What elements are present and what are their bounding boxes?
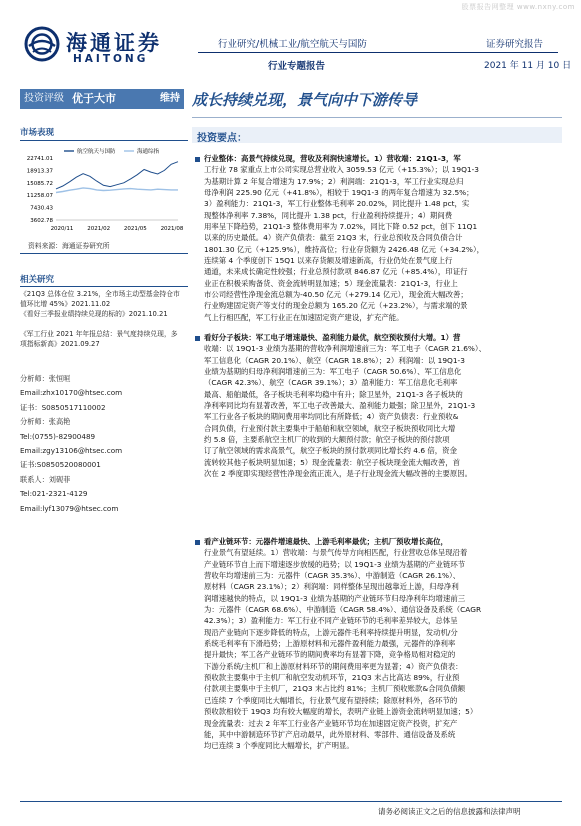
contact-line: Tel:(0755)-82900489 [20, 431, 96, 441]
paragraph-line: 以来的历史最低。4）资产负债表：截至 21Q3 末，行业总预收及合同负债合计 [204, 233, 463, 243]
report-title: 成长持续兑现，景气向中下游传导 [192, 91, 418, 109]
y-tick-label: 11258.07 [26, 193, 53, 200]
paragraph-line: 原材料（CAGR 23.1%）；2）利润端：同样整体呈现出越靠近上游，归母净利 [204, 582, 459, 592]
paragraph-subsectors [204, 332, 564, 479]
paragraph-line: 业正在积极采购备货、资金流转明显加速；5）现金流量表：21Q1-3，行业上 [204, 278, 458, 288]
paragraph-line: 系统毛利率有下滑趋势；上游原材料和元器件盈利能力最强，元器件的净利率 [204, 639, 456, 649]
contact-line: 证书：S0850517110002 [20, 402, 106, 412]
source-rule [20, 253, 188, 254]
rating-bar [20, 89, 184, 109]
legend-label: 海通综指 [137, 149, 160, 155]
paragraph-line: 润增速越快的特点，以 19Q1-3 业绩为基期的产业链环节归母净利年均增速前三 [204, 593, 466, 603]
related-rule [20, 286, 188, 287]
header-date: 2021 年 11 月 10 日 [484, 61, 572, 71]
header-divider [198, 52, 558, 53]
paragraph-line: 看好分子板块：军工电子增速最快、盈利能力最优，航空预收预付大增。1）营 [204, 333, 461, 342]
paragraph-supply-chain [204, 536, 564, 752]
series-line-0 [56, 162, 178, 189]
paragraph-industry [204, 153, 564, 323]
x-tick-label: 2021/02 [87, 226, 111, 232]
paragraph-line: 为：元器件（CAGR 68.6%）、中游制造（CAGR 58.4%）、通信设备及系统（CAGR [204, 605, 482, 615]
market-rule [20, 140, 188, 141]
y-tick-label: 15085.72 [26, 180, 53, 187]
footer-disclaimer: 请务必阅读正文之后的信息披露和法律声明 [378, 807, 521, 816]
haitong-logo-icon [24, 26, 60, 62]
market-performance-chart [18, 146, 186, 234]
y-tick-label: 7430.43 [30, 205, 53, 212]
rating-action: 维持 [160, 93, 180, 104]
paragraph-line: 付款项主要集中于主机厂，21Q3 末占比约 81%；主机厂预收账款&合同负债额 [204, 684, 466, 694]
rating-label: 投资评级 [24, 93, 64, 104]
paragraph-line: 最高、船舶最低，各子板块毛利率均稳中有升；除卫星外，21Q1-3 各子板块的 [204, 389, 463, 399]
paragraph-line: 为基期计算 2 年复合增速为 17.9%；2）利润端：21Q1-3，军工行业实现总归 [204, 176, 464, 186]
x-tick-label: 2021/08 [160, 226, 184, 232]
paragraph-line: 次在 2 季度即实现经营性净现金流正流入，是子行业现金流大幅改善的主要原因。 [204, 469, 473, 479]
paragraph-line: 42.3%）；3）盈利能力：军工行业不同产业链环节的毛利率差异较大，总体呈 [204, 616, 458, 626]
paragraph-line: 看产业链环节：元器件增速最快、上游毛利率最优；主机厂预收增长高位， [204, 537, 448, 546]
paragraph-line: 现金流量表：过去 2 年军工行业各产业链环节均在加速固定资产投资，扩充产 [204, 718, 458, 728]
paragraph-line: 市公司经营性净现金流总额为-40.50 亿元（+279.14 亿元），现金流大幅改善； [204, 290, 468, 300]
paragraph-line: 工行业 78 家重点上市公司实现总营业收入 3059.53 亿元（+15.3%）；以 19Q1-3 [204, 165, 479, 175]
y-tick-label: 3602.78 [30, 218, 53, 224]
related-item[interactable]: 《军工行业 2021 年年报总结：景气度持续兑现，多项指标新高》2021.09.27 [20, 330, 178, 348]
related-item[interactable]: 《21Q3 总体仓位 3.21%，全市场主动型基金持仓市值环比增 45%》2021.11.02 [20, 290, 180, 308]
x-tick-label: 2021/05 [123, 226, 147, 232]
paragraph-line: 预收款相较于 19Q3 均有较大幅度的增长，表明产业链上游资金流转明显加速；5） [204, 707, 478, 717]
paragraph-line: 连续第 4 个季度创下 15Q1 以来存货额及增速新高，行业仍处在景气度上行 [204, 256, 453, 266]
header-report-type: 行业专题报告 [268, 61, 326, 72]
paragraph-line: 净利率同比均有显著改善，军工电子改善最大、盈利能力最强；除卫星外，21Q1-3 [204, 401, 476, 411]
paragraph-line: 提升最快；军工各产业链环节的期间费率均有显著下降，竞争格局相对稳定的 [204, 650, 456, 660]
paragraph-line: 已连续 7 个季度同比大幅增长，行业景气度有望持续；除原材料外，各环节的 [204, 695, 458, 705]
contact-email[interactable]: Email:lyf13079@htsec.com [20, 503, 119, 513]
paragraph-line: 合同负债，行业预付款主要集中于船舶和航空领域，航空子板块预收同比大增 [204, 423, 456, 433]
header-categories: 行业研究/机械工业/航空航天与国防 [218, 39, 367, 50]
related-item[interactable]: 《看好三季报业绩持续兑现的标的》2021.10.21 [20, 310, 168, 318]
related-research-heading: 相关研究 [20, 275, 55, 285]
footer-divider [20, 801, 562, 802]
paragraph-line: 母净利润 225.90 亿元（+41.8%），相较于 19Q1-3 的两年复合增速为 32.5%； [204, 188, 474, 198]
paragraph-line: 3）盈利能力：21Q1-3，军工行业整体毛利率 20.02%，同比提升 1.48 pct，实 [204, 199, 470, 209]
key-points-heading: 投资要点： [197, 133, 247, 144]
bullet-icon [195, 157, 200, 162]
paragraph-line: 能，其中中游制造环节扩产启动最早，此外原材料、零部件、通信设备及系统 [204, 729, 456, 739]
watermark-text: 股票报告网整理 www.nxny.com [461, 3, 575, 11]
paragraph-line: 业绩为基期的归母净利润增速前三为：军工电子（CAGR 50.6%）、军工信息化 [204, 367, 462, 377]
contact-line: 证书:S0850520080001 [20, 460, 101, 470]
paragraph-line: 约 5.8 倍，主要系航空主机厂的收到的大额预付款；航空子板块的预付款项 [204, 435, 450, 445]
contact-email[interactable]: Email:zhx10170@htsec.com [20, 388, 123, 398]
paragraph-line: 军工信息化（CAGR 20.1%）、航空（CAGR 18.8%）；2）利润端：以 19Q1-3 [204, 355, 465, 365]
header-brand: 证券研究报告 [486, 39, 544, 50]
paragraph-line: 预收款主要集中于主机厂和航空发动机环节，21Q3 末占比高达 89%，行业预 [204, 673, 460, 683]
paragraph-line: 行业购建固定资产等支付的现金总额为 165.20 亿元（+23.2%），与需求端的景 [204, 301, 468, 311]
paragraph-line: 下游分系统/主机厂和上游原材料环节的期间费用率更为显著；4）资产负债表： [204, 661, 463, 671]
paragraph-line: 行业景气有望延续。1）营收端：与景气传导方向相匹配，行业营收总体呈现沿着 [204, 548, 468, 558]
paragraph-line: 行业整体：高景气持续兑现，营收及利润快速增长。1）营收端：21Q1-3，军 [204, 154, 461, 163]
x-tick-label: 2020/11 [50, 226, 74, 232]
paragraph-line: 营收年均增速前三为：元器件（CAGR 35.3%）、中游制造（CAGR 26.1%）、 [204, 571, 461, 581]
paragraph-line: 订了航空领域的需求高景气，航空子板块的预付款项同比增长约 4.6 倍，资金 [204, 446, 457, 456]
paragraph-line: （CAGR 42.3%）、航空（CAGR 39.1%）；3）盈利能力：军工信息化毛利率 [204, 378, 458, 388]
title-divider [192, 117, 562, 118]
chart-source: 资料来源：海通证券研究所 [28, 242, 110, 250]
contact-line: 分析师：张恒晅 [20, 374, 71, 383]
bullet-icon [195, 336, 200, 341]
paragraph-line: 用率呈下降趋势，21Q1-3 整体费用率为 7.02%，同比下降 0.52 pct，创下 11Q1 [204, 222, 478, 232]
paragraph-line: 现沿产业链向下逐步降低的特点，上游元器件毛利率持续提升明显，发动机/分 [204, 627, 458, 637]
paragraph-line: 现整体净利率 7.38%，同比提升 1.38 pct，行业盈利持续提升；4）期间费 [204, 210, 453, 220]
rating-value: 优于大市 [72, 92, 116, 105]
y-tick-label: 22741.01 [26, 156, 53, 162]
logo-chinese: 海通证券 [66, 30, 162, 55]
contact-line: Tel:021-2321-4129 [20, 489, 88, 499]
bullet-icon [195, 540, 200, 545]
contact-line: 分析师：张高艳 [20, 417, 71, 427]
contacts-block [20, 374, 184, 518]
paragraph-line: 流转较其他子板块明显加速；5）现金流量表：航空子板块现金流大幅改善，首 [204, 457, 460, 467]
market-performance-heading: 市场表现 [20, 128, 55, 138]
contact-email[interactable]: Email:zgy13106@htsec.com [20, 445, 123, 455]
key-points-bar [192, 127, 562, 143]
legend-label: 航空航天与国防 [77, 149, 116, 155]
paragraph-line: 1801.30 亿元（+125.9%），维持高位；行业存货额为 2426.48 亿元（+34.2%）， [204, 244, 485, 254]
paragraph-line: 气上行相匹配，军工行业正在加速固定资产建设，扩充产能。 [204, 312, 404, 322]
y-tick-label: 18913.37 [26, 168, 53, 175]
related-list [20, 289, 184, 349]
paragraph-line: 收端：以 19Q1-3 业绩为基期的营收净利润增速前三为：军工电子（CAGR 21.6%）、 [204, 344, 487, 354]
paragraph-line: 军工行业各子板块的期间费用率均同比有所降低；4）资产负债表：行业预收& [204, 412, 459, 422]
paragraph-line: 通道，未来成长确定性较强；行业总预付款项 846.87 亿元（+85.4%），印证行 [204, 267, 468, 277]
paragraph-line: 产业链环节自上而下增速逐步放缓的趋势；以 19Q1-3 业绩为基期的产业链环节 [204, 559, 466, 569]
series-line-1 [56, 188, 178, 193]
paragraph-line: 均已连续 3 个季度同比大幅增长，扩产明显。 [204, 741, 354, 751]
logo-english: HAITONG [73, 53, 149, 65]
contact-line: 联系人：刘砚菲 [20, 474, 71, 484]
